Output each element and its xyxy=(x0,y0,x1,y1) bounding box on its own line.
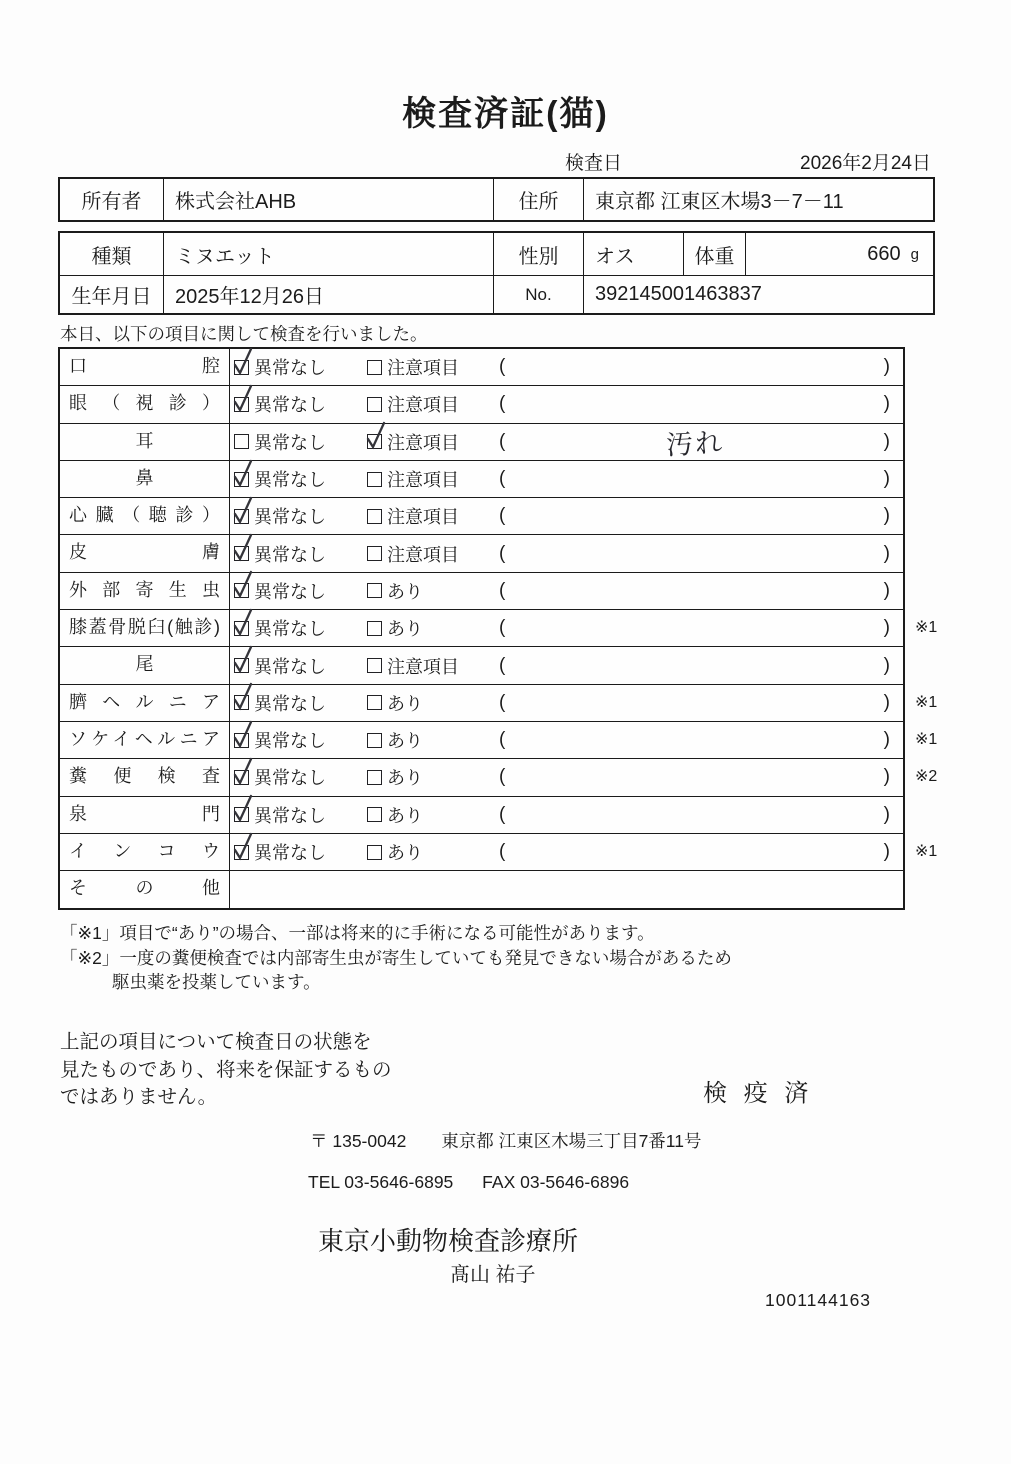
option-no-abnormality xyxy=(234,541,367,567)
inspection-item-label: 皮膚 xyxy=(60,535,230,571)
inspection-item-label: 臍ヘルニア xyxy=(60,685,230,721)
inspection-row xyxy=(60,610,938,647)
checkmark-icon xyxy=(231,459,255,489)
no-label: No. xyxy=(494,276,584,313)
birth-row xyxy=(60,275,933,313)
paren-open: ( xyxy=(499,766,506,788)
option-no-abnormality xyxy=(234,466,367,492)
checkbox-no-abnormality-label: 異常なし xyxy=(254,581,326,602)
sex-value: オス xyxy=(584,233,684,275)
paren-open: ( xyxy=(499,579,506,601)
inspection-row-checks xyxy=(230,461,903,497)
inspection-row-checks xyxy=(230,685,903,721)
checkbox-no-abnormality[interactable] xyxy=(234,472,249,487)
breed-value: ミヌエット xyxy=(164,233,494,275)
checkbox-no-abnormality-label: 異常なし xyxy=(254,693,326,714)
remarks-field xyxy=(497,804,903,826)
paren-close: ) xyxy=(883,803,890,825)
checkbox-attention-label: 注意項目 xyxy=(387,358,459,379)
owner-label: 所有者 xyxy=(60,179,164,220)
paren-close: ) xyxy=(883,691,890,713)
checkbox-no-abnormality[interactable] xyxy=(234,397,249,412)
checkbox-no-abnormality-label: 異常なし xyxy=(254,544,326,565)
checkbox-no-abnormality-label: 異常なし xyxy=(254,731,326,752)
checkbox-attention-label: 注意項目 xyxy=(387,544,459,565)
option-no-abnormality xyxy=(234,429,367,455)
inspection-row-checks xyxy=(230,871,903,908)
inspection-row-checks xyxy=(230,722,903,758)
weight-value: 660 xyxy=(867,242,901,265)
inspection-row xyxy=(60,424,903,461)
paren-open: ( xyxy=(499,505,506,527)
paren-close: ) xyxy=(883,542,890,564)
address-value: 東京都 江東区木場3－7－11 xyxy=(595,191,844,213)
paren-open: ( xyxy=(499,356,506,378)
remarks-field xyxy=(497,692,903,714)
paren-open: ( xyxy=(499,729,506,751)
checkmark-icon xyxy=(231,496,255,526)
weight-value-cell xyxy=(746,233,933,275)
owner-table xyxy=(58,177,935,222)
inspection-row xyxy=(60,871,903,908)
option-no-abnormality xyxy=(234,690,367,716)
option-no-abnormality xyxy=(234,839,367,865)
inspection-item-label: 耳 xyxy=(60,424,230,460)
owner-row xyxy=(60,179,933,220)
checkbox-no-abnormality-label: 異常なし xyxy=(254,768,326,789)
checkbox-no-abnormality-label: 異常なし xyxy=(254,358,326,379)
paren-close: ) xyxy=(883,766,890,788)
checkbox-attention[interactable] xyxy=(367,621,382,636)
option-attention xyxy=(367,653,497,679)
clinic-fax: FAX 03-5646-6896 xyxy=(482,1172,630,1192)
checkbox-attention[interactable] xyxy=(367,434,382,449)
inspection-row-checks xyxy=(230,610,903,646)
checkbox-no-abnormality[interactable] xyxy=(234,807,249,822)
inspection-row-checks xyxy=(230,349,903,385)
inspection-date-value: 2026年2月24日 xyxy=(800,153,931,174)
paren-close: ) xyxy=(883,468,890,490)
page-title: 検査済証(猫) xyxy=(402,95,609,133)
checkmark-icon xyxy=(231,570,255,600)
weight-label: 体重 xyxy=(684,233,746,275)
checkbox-no-abnormality[interactable] xyxy=(234,770,249,785)
option-no-abnormality xyxy=(234,354,367,380)
birthdate-value: 2025年12月26日 xyxy=(164,276,494,313)
checkbox-no-abnormality[interactable] xyxy=(234,658,249,673)
checkmark-icon xyxy=(231,347,255,377)
inspection-row xyxy=(60,461,903,498)
checkbox-attention-label: あり xyxy=(387,805,423,826)
paren-open: ( xyxy=(499,654,506,676)
checkbox-no-abnormality[interactable] xyxy=(234,621,249,636)
inspection-row-checks xyxy=(230,498,903,534)
paren-open: ( xyxy=(499,803,506,825)
checkbox-no-abnormality[interactable] xyxy=(234,509,249,524)
option-attention xyxy=(367,690,497,716)
checkbox-attention[interactable] xyxy=(367,509,382,524)
checkbox-no-abnormality-label: 異常なし xyxy=(254,395,326,416)
birthdate-label: 生年月日 xyxy=(60,276,164,313)
inspection-row-checks xyxy=(230,573,903,609)
remarks-field xyxy=(497,841,903,863)
inspection-item-label: 口腔 xyxy=(60,349,230,385)
remarks-field xyxy=(497,393,903,415)
breed-label: 種類 xyxy=(60,233,164,275)
checkbox-attention-label: あり xyxy=(387,581,423,602)
checkbox-attention-label: 注意項目 xyxy=(387,507,459,528)
footnote-mark: ※2 xyxy=(915,768,938,786)
paren-close: ) xyxy=(883,617,890,639)
paren-open: ( xyxy=(499,617,506,639)
inspection-item-label: 膝蓋骨脱臼(触診) xyxy=(60,610,230,646)
checkbox-attention-label: 注意項目 xyxy=(387,656,459,677)
checkbox-attention[interactable] xyxy=(367,360,382,375)
statement-line-2: 見たものであり、将来を保証するもの xyxy=(60,1058,392,1081)
option-attention xyxy=(367,727,497,753)
footnote-1: 「※1」項目で“あり”の場合、一部は将来的に手術になる可能性があります。 xyxy=(60,923,655,943)
checkbox-attention-label: あり xyxy=(387,731,423,752)
inspection-item-label: その他 xyxy=(60,871,230,908)
quarantine-passed-stamp: 検 疫 済 xyxy=(703,1080,814,1107)
inspection-row xyxy=(60,573,903,610)
checkbox-no-abnormality[interactable] xyxy=(234,845,249,860)
inspection-item-label: 心臓（聴診） xyxy=(60,498,230,534)
inspection-row-checks xyxy=(230,386,903,422)
option-attention xyxy=(367,466,497,492)
checkbox-attention[interactable] xyxy=(367,845,382,860)
clinic-address: 東京都 江東区木場三丁目7番11号 xyxy=(441,1131,702,1151)
inspection-row-checks xyxy=(230,424,903,460)
inspection-row xyxy=(60,759,938,796)
remarks-field xyxy=(497,468,903,490)
remarks-field xyxy=(497,505,903,527)
checkbox-attention[interactable] xyxy=(367,546,382,561)
paren-close: ) xyxy=(883,356,890,378)
checkbox-attention-label: 注意項目 xyxy=(387,470,459,491)
checkmark-icon xyxy=(231,682,255,712)
clinic-postal-line xyxy=(310,1128,701,1153)
checkbox-no-abnormality[interactable] xyxy=(234,733,249,748)
checkmark-icon xyxy=(231,832,255,862)
checkmark-icon xyxy=(364,421,388,451)
inspection-date-row xyxy=(58,148,935,174)
checkbox-no-abnormality[interactable] xyxy=(234,546,249,561)
sex-label: 性別 xyxy=(494,233,584,275)
inspection-row-checks xyxy=(230,834,903,870)
clinic-tel: TEL 03-5646-6895 xyxy=(308,1172,454,1192)
checkbox-attention[interactable] xyxy=(367,770,382,785)
address-label: 住所 xyxy=(494,179,584,220)
paren-open: ( xyxy=(499,468,506,490)
inspection-row xyxy=(60,797,903,834)
checkbox-no-abnormality-label: 異常なし xyxy=(254,507,326,528)
checkbox-no-abnormality[interactable] xyxy=(234,583,249,598)
option-no-abnormality xyxy=(234,727,367,753)
inspection-row xyxy=(60,647,903,684)
paren-close: ) xyxy=(883,654,890,676)
option-attention xyxy=(367,615,497,641)
checkbox-no-abnormality-label: 異常なし xyxy=(254,656,326,677)
footnote-mark: ※1 xyxy=(915,842,938,860)
checkbox-attention[interactable] xyxy=(367,658,382,673)
inspection-item-label: 糞便検査 xyxy=(60,759,230,795)
footnote-mark: ※1 xyxy=(915,730,938,748)
handwritten-note: 汚れ xyxy=(664,427,725,461)
remarks-field xyxy=(497,356,903,378)
option-attention xyxy=(367,354,497,380)
paren-open: ( xyxy=(499,691,506,713)
checkmark-icon xyxy=(231,608,255,638)
paren-open: ( xyxy=(499,393,506,415)
clinic-name: 東京小動物検査診療所 xyxy=(318,1226,579,1256)
footnote-mark: ※1 xyxy=(915,693,938,711)
checkmark-icon xyxy=(231,384,255,414)
option-attention xyxy=(367,391,497,417)
checkbox-attention-label: 注意項目 xyxy=(387,432,459,453)
inspection-item-label: 外部寄生虫 xyxy=(60,573,230,609)
inspection-row xyxy=(60,722,938,759)
checkbox-no-abnormality-label: 異常なし xyxy=(254,432,326,453)
checkbox-attention[interactable] xyxy=(367,397,382,412)
checkmark-icon xyxy=(231,720,255,750)
document-serial-number: 1001144163 xyxy=(765,1290,872,1310)
checkmark-icon xyxy=(231,757,255,787)
paren-close: ) xyxy=(883,505,890,527)
inspection-item-label: 尾 xyxy=(60,647,230,683)
option-no-abnormality xyxy=(234,764,367,790)
intro-text: 本日、以下の項目に関して検査を行いました。 xyxy=(60,324,428,344)
owner-value: 株式会社AHB xyxy=(164,179,494,220)
paren-close: ) xyxy=(883,393,890,415)
inspection-date-label: 検査日 xyxy=(565,153,623,174)
checkbox-attention[interactable] xyxy=(367,733,382,748)
checkbox-attention-label: あり xyxy=(387,843,423,863)
paren-open: ( xyxy=(499,542,506,564)
paren-close: ) xyxy=(883,729,890,751)
inspection-table xyxy=(58,347,938,910)
checkmark-icon xyxy=(231,645,255,675)
option-no-abnormality xyxy=(234,802,367,828)
checkbox-attention[interactable] xyxy=(367,695,382,710)
remarks-field xyxy=(497,729,903,751)
checkbox-attention-label: あり xyxy=(387,693,423,714)
inspection-item-label: ソケイヘルニア xyxy=(60,722,230,758)
checkmark-icon xyxy=(231,794,255,824)
option-no-abnormality xyxy=(234,615,367,641)
option-no-abnormality xyxy=(234,653,367,679)
option-attention xyxy=(367,802,497,828)
no-value: 392145001463837 xyxy=(595,283,762,305)
checkbox-no-abnormality[interactable] xyxy=(234,360,249,375)
checkbox-attention[interactable] xyxy=(367,807,382,822)
checkbox-attention-label: あり xyxy=(387,619,423,640)
footnote-2: 「※2」一度の糞便検査では内部寄生虫が寄生していても発見できない場合があるため xyxy=(60,947,732,968)
inspection-item-label: インコウ xyxy=(60,834,230,870)
option-attention xyxy=(367,503,497,529)
inspection-row xyxy=(60,386,903,423)
checkbox-attention[interactable] xyxy=(367,472,382,487)
paren-open: ( xyxy=(499,430,506,452)
inspection-item-label: 眼（視診） xyxy=(60,386,230,422)
clinic-postal-code: 〒 135-0042 xyxy=(310,1131,407,1151)
remarks-field xyxy=(497,617,903,639)
inspection-row xyxy=(60,498,903,535)
clinic-tel-line xyxy=(308,1172,629,1193)
veterinarian-name: 髙山 祐子 xyxy=(450,1264,536,1286)
checkbox-attention-label: あり xyxy=(387,768,423,789)
remarks-field xyxy=(497,422,903,461)
inspection-row xyxy=(60,685,938,722)
remarks-field xyxy=(497,766,903,788)
footnote-mark: ※1 xyxy=(915,619,938,637)
checkbox-no-abnormality-label: 異常なし xyxy=(254,619,326,640)
weight-unit: g xyxy=(910,245,919,263)
inspection-row-checks xyxy=(230,647,903,683)
inspection-row xyxy=(60,535,903,572)
option-attention xyxy=(367,578,497,604)
statement-line-1: 上記の項目について検査日の状態を xyxy=(60,1031,372,1053)
inspection-row xyxy=(60,834,938,871)
checkbox-no-abnormality[interactable] xyxy=(234,434,249,449)
inspection-row-checks xyxy=(230,535,903,571)
disclaimer-statement xyxy=(60,1029,392,1112)
checkbox-no-abnormality-label: 異常なし xyxy=(254,470,326,491)
checkbox-no-abnormality-label: 異常なし xyxy=(254,805,326,826)
animal-table xyxy=(58,231,935,315)
option-no-abnormality xyxy=(234,391,367,417)
checkmark-icon xyxy=(231,533,255,563)
option-no-abnormality xyxy=(234,503,367,529)
option-attention xyxy=(367,429,497,455)
option-no-abnormality xyxy=(234,578,367,604)
checkbox-no-abnormality-label: 異常なし xyxy=(254,843,326,863)
statement-line-3: ではありません。 xyxy=(60,1086,218,1108)
breed-row xyxy=(60,233,933,275)
checkbox-no-abnormality[interactable] xyxy=(234,695,249,710)
remarks-field xyxy=(497,543,903,565)
inspection-row-checks xyxy=(230,759,903,795)
inspection-row-checks xyxy=(230,797,903,833)
remarks-field xyxy=(497,580,903,602)
inspection-item-label: 鼻 xyxy=(60,461,230,497)
checkbox-attention[interactable] xyxy=(367,583,382,598)
paren-close: ) xyxy=(883,579,890,601)
remarks-field xyxy=(497,655,903,677)
inspection-item-label: 泉門 xyxy=(60,797,230,833)
option-attention xyxy=(367,764,497,790)
option-attention xyxy=(367,839,497,865)
option-attention xyxy=(367,541,497,567)
paren-open: ( xyxy=(499,841,506,862)
footnote-2-continued: 駆虫薬を投薬しています。 xyxy=(112,972,321,992)
paren-close: ) xyxy=(883,841,890,862)
footnotes-block xyxy=(60,921,732,995)
checkbox-attention-label: 注意項目 xyxy=(387,395,459,416)
paren-close: ) xyxy=(883,430,890,452)
inspection-row xyxy=(60,349,903,386)
